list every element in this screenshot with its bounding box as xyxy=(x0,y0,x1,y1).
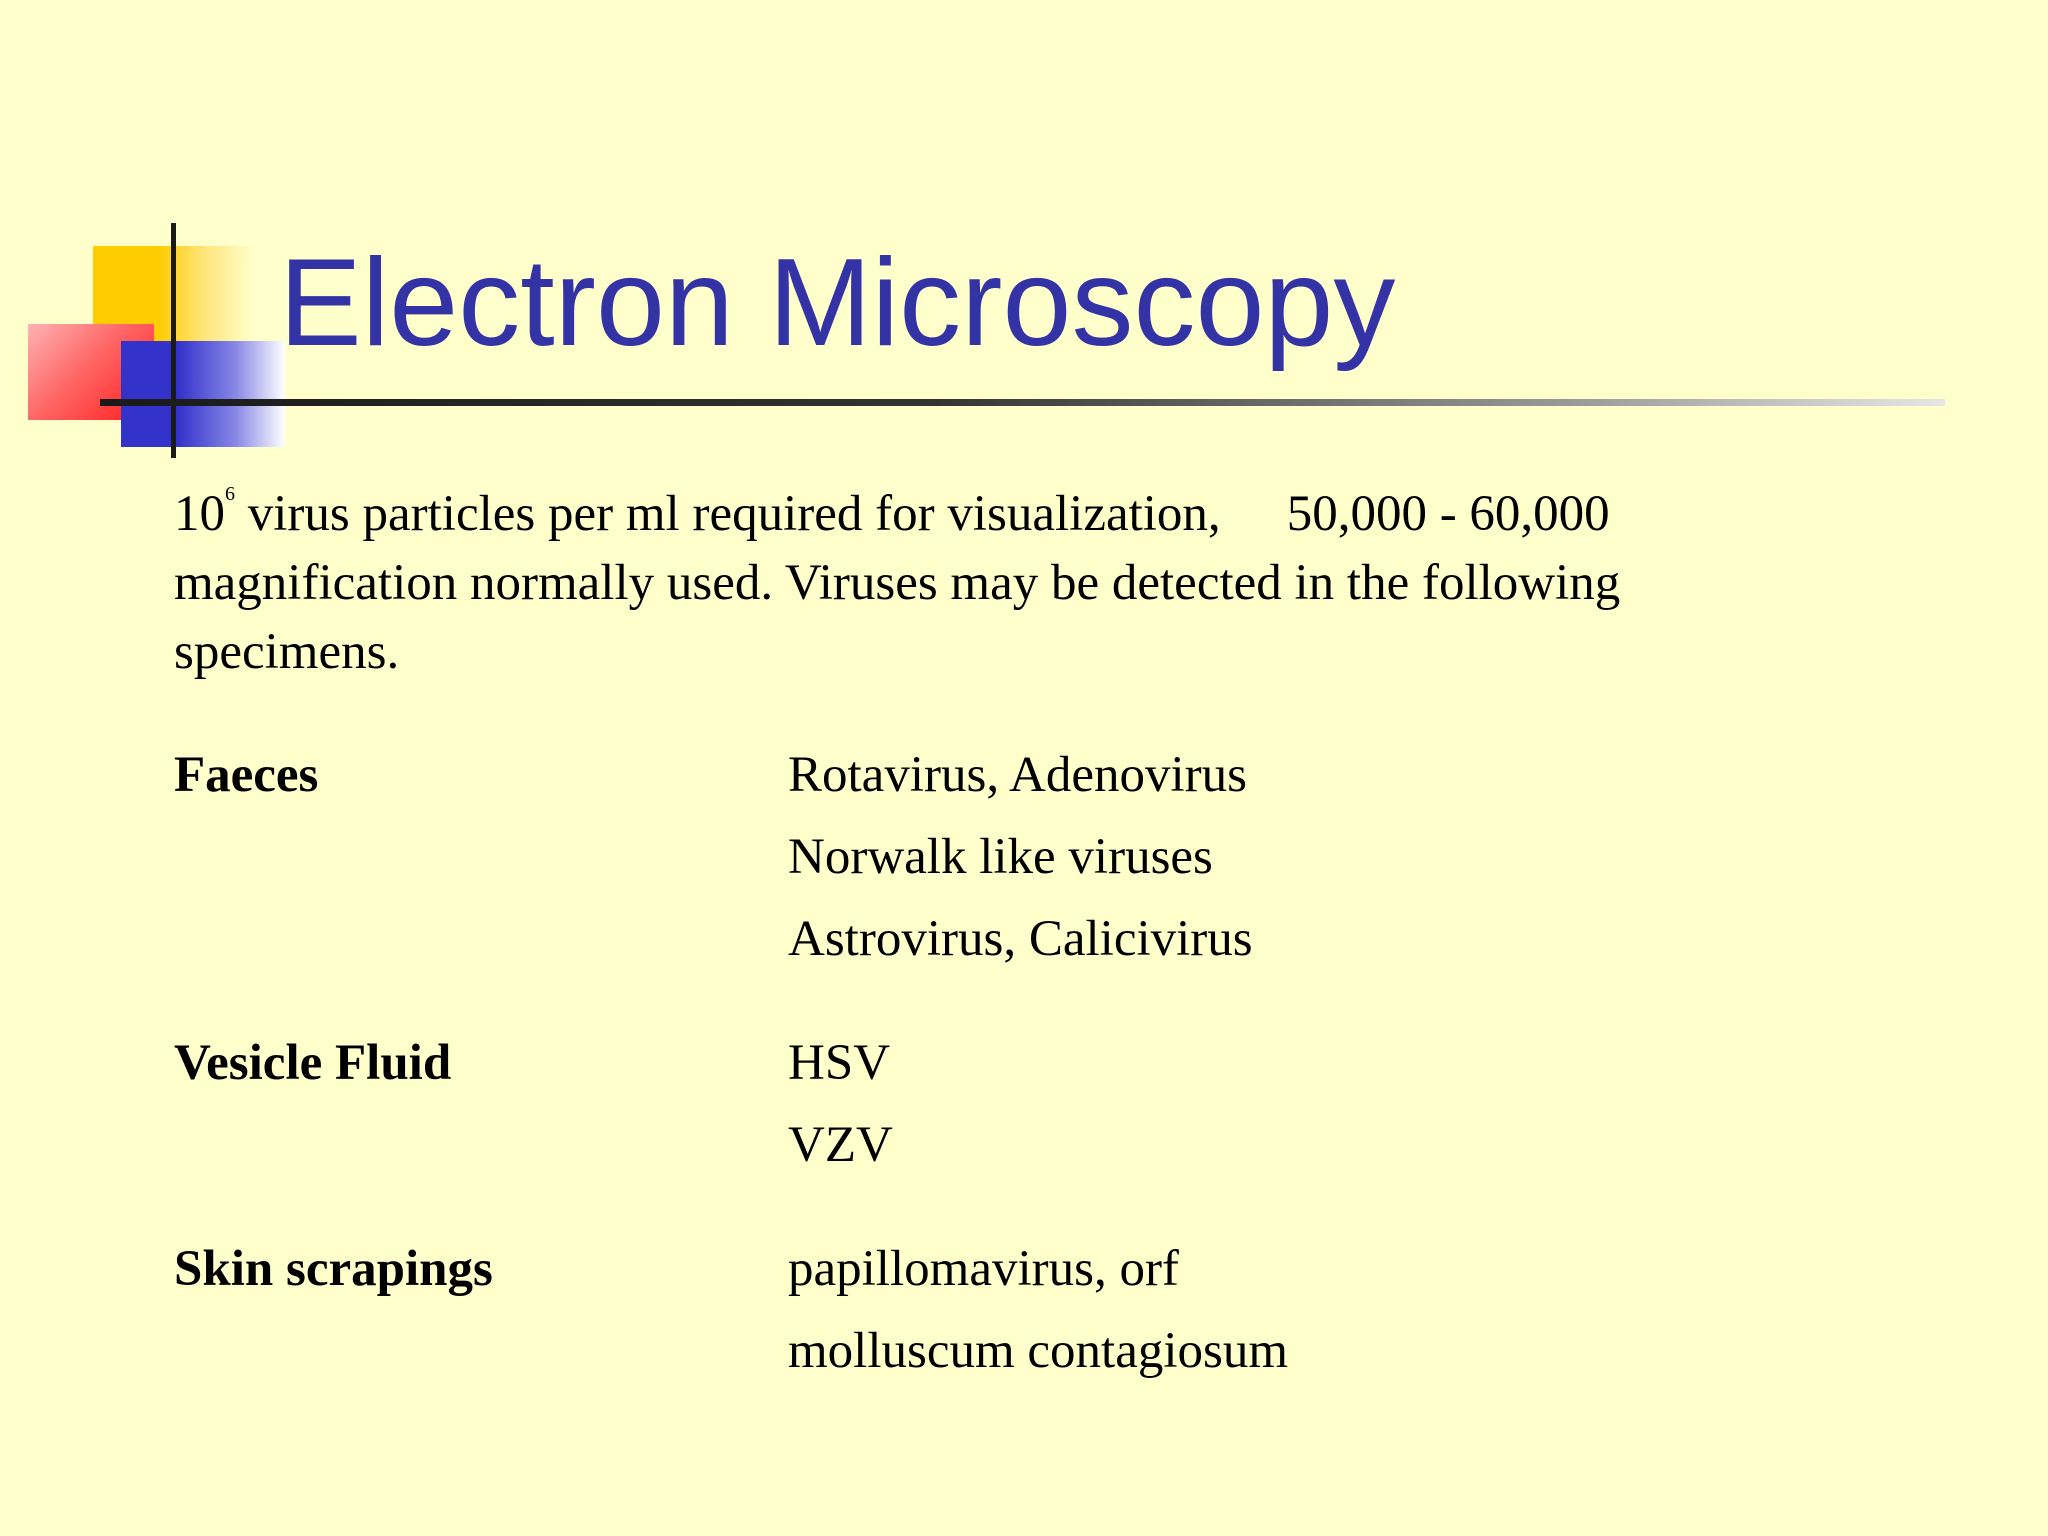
specimen-name: Faeces xyxy=(174,747,319,803)
virus-item: Rotavirus, Adenovirus xyxy=(788,747,1247,803)
virus-list xyxy=(788,1228,1288,1392)
specimen-table xyxy=(174,734,1874,1392)
intro-paragraph xyxy=(174,480,1824,687)
intro-exponent: 6 xyxy=(225,483,235,505)
virus-list xyxy=(788,734,1253,980)
specimen-row xyxy=(174,1228,1874,1392)
virus-item: papillomavirus, orf xyxy=(788,1241,1179,1297)
intro-base: 10 xyxy=(174,486,225,542)
virus-list xyxy=(788,1022,893,1186)
virus-item: VZV xyxy=(788,1117,893,1173)
slide-title: Electron Microscopy xyxy=(279,234,1396,372)
virus-item: HSV xyxy=(788,1035,891,1091)
decorative-vertical-line xyxy=(171,223,176,458)
title-underline xyxy=(100,399,1945,406)
specimen-name: Vesicle Fluid xyxy=(174,1035,452,1091)
virus-item: molluscum contagiosum xyxy=(788,1323,1289,1379)
intro-part2: 50,000 - 60,000 magnification normally used. Viruses may be detected in the following specimens. xyxy=(174,486,1621,680)
virus-item: Norwalk like viruses xyxy=(788,829,1213,885)
specimen-name: Skin scrapings xyxy=(174,1241,493,1297)
intro-part1: virus particles per ml required for visualization, xyxy=(235,486,1221,542)
specimen-row xyxy=(174,1022,1874,1186)
virus-item: Astrovirus, Calicivirus xyxy=(788,911,1253,967)
specimen-row xyxy=(174,734,1874,980)
decorative-blue-square xyxy=(121,341,285,447)
